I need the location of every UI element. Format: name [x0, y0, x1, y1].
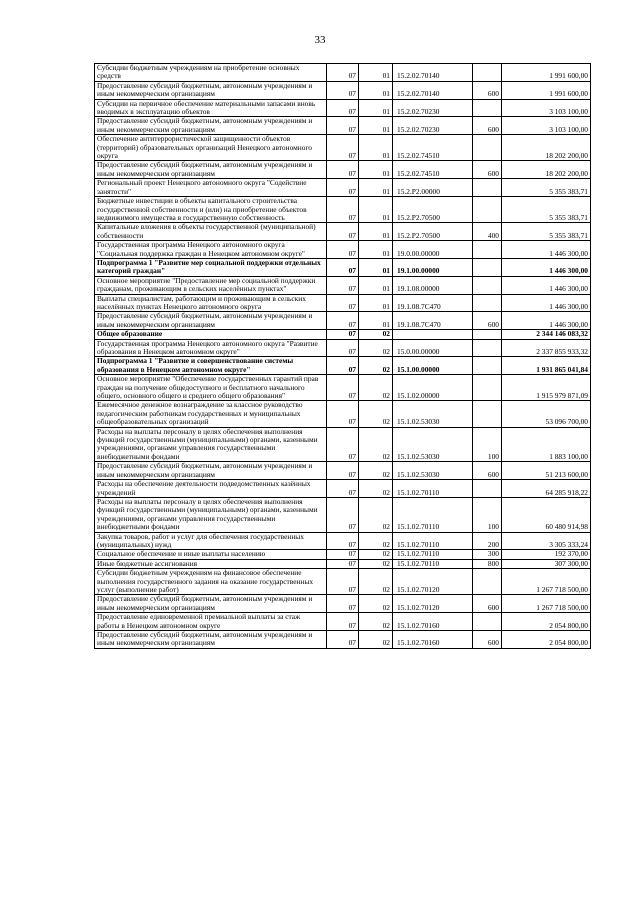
row-name-cell: Выплаты специалистам, работающим и проживающим в сельских населённых пунктах Ненецкого автономного округа [95, 294, 327, 312]
table-row [95, 357, 591, 375]
row-subsection-cell: 02 [359, 401, 393, 427]
table-row [95, 99, 591, 117]
row-section-cell: 07 [327, 223, 359, 241]
table-row [95, 258, 591, 276]
row-expense-type-cell [473, 357, 502, 375]
row-name-cell: Ежемесячное денежное вознаграждение за классное руководство педагогическим работникам государственных и муниципальных общеобразовательных организаций [95, 401, 327, 427]
row-amount-cell: 192 370,00 [502, 550, 591, 559]
row-subsection-cell: 02 [359, 427, 393, 462]
row-expense-type-cell [473, 613, 502, 631]
row-expense-type-cell: 400 [473, 223, 502, 241]
row-target-code-cell: 15.1.02.70120 [393, 595, 473, 613]
row-amount-cell: 307 300,00 [502, 559, 591, 568]
row-section-cell: 07 [327, 559, 359, 568]
row-target-code-cell: 15.1.02.70110 [393, 550, 473, 559]
row-target-code-cell: 15.2.02.74510 [393, 161, 473, 179]
row-target-code-cell: 15.1.02.53030 [393, 401, 473, 427]
row-amount-cell: 3 305 333,24 [502, 532, 591, 550]
row-expense-type-cell: 100 [473, 497, 502, 532]
row-target-code-cell: 15.2.P2.70500 [393, 197, 473, 223]
row-target-code-cell: 15.1.02.70120 [393, 569, 473, 595]
row-amount-cell: 3 103 100,00 [502, 99, 591, 117]
table-row [95, 64, 591, 82]
row-name-cell: Предоставление субсидий бюджетным, автономным учреждениям и иным некоммерческим организациям [95, 81, 327, 99]
row-target-code-cell: 15.2.02.70230 [393, 117, 473, 135]
row-subsection-cell: 02 [359, 569, 393, 595]
row-section-cell: 07 [327, 117, 359, 135]
row-expense-type-cell [473, 480, 502, 498]
row-section-cell: 07 [327, 276, 359, 294]
row-section-cell: 07 [327, 569, 359, 595]
row-amount-cell: 2 054 800,00 [502, 613, 591, 631]
table-row [95, 117, 591, 135]
row-expense-type-cell: 100 [473, 427, 502, 462]
row-amount-cell: 1 931 865 041,84 [502, 357, 591, 375]
row-expense-type-cell: 800 [473, 559, 502, 568]
table-row [95, 223, 591, 241]
row-expense-type-cell [473, 401, 502, 427]
row-target-code-cell: 15.1.02.70110 [393, 480, 473, 498]
table-row [95, 330, 591, 339]
row-name-cell: Основное мероприятие "Предоставление мер социальной поддержки гражданам, проживающим в сельских населённых пунктах" [95, 276, 327, 294]
row-expense-type-cell [473, 569, 502, 595]
budget-table [94, 63, 591, 649]
row-name-cell: Субсидии бюджетным учреждениям на финансовое обеспечение выполнения государственного задания на оказание государственных услуг (выполнение работ) [95, 569, 327, 595]
table-row [95, 631, 591, 649]
row-expense-type-cell [473, 258, 502, 276]
row-subsection-cell: 02 [359, 631, 393, 649]
table-row [95, 241, 591, 259]
row-subsection-cell: 01 [359, 241, 393, 259]
table-row [95, 312, 591, 330]
row-amount-cell: 1 991 600,00 [502, 64, 591, 82]
row-amount-cell: 51 213 600,00 [502, 462, 591, 480]
row-subsection-cell: 01 [359, 312, 393, 330]
row-target-code-cell: 15.1.02.53030 [393, 427, 473, 462]
row-name-cell: Социальное обеспечение и иные выплаты населению [95, 550, 327, 559]
row-subsection-cell: 02 [359, 550, 393, 559]
row-amount-cell: 18 202 200,00 [502, 161, 591, 179]
row-section-cell: 07 [327, 375, 359, 401]
row-section-cell: 07 [327, 241, 359, 259]
row-amount-cell: 60 480 914,98 [502, 497, 591, 532]
row-expense-type-cell [473, 135, 502, 161]
row-amount-cell: 1 446 300,00 [502, 312, 591, 330]
row-name-cell: Расходы на выплаты персоналу в целях обеспечения выполнения функций государственными (муниципальными) органами, казенными учреждениями, органами управления государственными внебюджетными фондами [95, 427, 327, 462]
table-row [95, 179, 591, 197]
row-expense-type-cell [473, 197, 502, 223]
page-number: 33 [314, 34, 326, 46]
row-subsection-cell: 01 [359, 99, 393, 117]
row-section-cell: 07 [327, 294, 359, 312]
row-amount-cell: 1 446 300,00 [502, 258, 591, 276]
row-target-code-cell: 15.1.02.70110 [393, 559, 473, 568]
row-section-cell: 07 [327, 135, 359, 161]
row-section-cell: 07 [327, 357, 359, 375]
row-subsection-cell: 02 [359, 559, 393, 568]
row-expense-type-cell: 600 [473, 631, 502, 649]
table-row [95, 197, 591, 223]
row-section-cell: 07 [327, 64, 359, 82]
table-row [95, 81, 591, 99]
row-amount-cell: 2 344 146 083,32 [502, 330, 591, 339]
row-amount-cell: 1 883 100,00 [502, 427, 591, 462]
row-name-cell: Подпрограмма 1 "Развитие и совершенствование системы образования в Ненецком автономном округе" [95, 357, 327, 375]
row-amount-cell: 1 915 979 871,09 [502, 375, 591, 401]
row-subsection-cell: 02 [359, 330, 393, 339]
row-name-cell: Предоставление единовременной премиальной выплаты за стаж работы в Ненецком автономном округе [95, 613, 327, 631]
row-section-cell: 07 [327, 197, 359, 223]
row-name-cell: Обеспечение антитеррористической защищенности объектов (территорий) образовательных организаций Ненецкого автономного округа [95, 135, 327, 161]
row-name-cell: Предоставление субсидий бюджетным, автономным учреждениям и иным некоммерческим организациям [95, 631, 327, 649]
row-target-code-cell: 15.2.02.70230 [393, 99, 473, 117]
row-target-code-cell: 15.1.02.70110 [393, 497, 473, 532]
row-amount-cell: 2 054 800,00 [502, 631, 591, 649]
row-expense-type-cell: 200 [473, 532, 502, 550]
row-name-cell: Предоставление субсидий бюджетным, автономным учреждениям и иным некоммерческим организациям [95, 462, 327, 480]
row-section-cell: 07 [327, 312, 359, 330]
row-section-cell: 07 [327, 427, 359, 462]
row-subsection-cell: 02 [359, 462, 393, 480]
row-expense-type-cell [473, 64, 502, 82]
row-amount-cell: 18 202 200,00 [502, 135, 591, 161]
row-amount-cell: 2 337 855 933,32 [502, 339, 591, 357]
row-section-cell: 07 [327, 532, 359, 550]
row-amount-cell: 5 355 383,71 [502, 197, 591, 223]
row-name-cell: Подпрограмма 1 "Развитие мер социальной поддержки отдельных категорий граждан" [95, 258, 327, 276]
row-expense-type-cell: 300 [473, 550, 502, 559]
row-target-code-cell: 15.2.02.70140 [393, 81, 473, 99]
row-name-cell: Предоставление субсидий бюджетным, автономным учреждениям и иным некоммерческим организациям [95, 595, 327, 613]
row-name-cell: Закупка товаров, работ и услуг для обеспечения государственных (муниципальных) нужд [95, 532, 327, 550]
row-subsection-cell: 02 [359, 497, 393, 532]
row-section-cell: 07 [327, 480, 359, 498]
row-amount-cell: 53 096 700,00 [502, 401, 591, 427]
row-target-code-cell: 19.1.08.7С470 [393, 312, 473, 330]
row-subsection-cell: 01 [359, 81, 393, 99]
row-target-code-cell: 19.1.08.7С470 [393, 294, 473, 312]
row-name-cell: Региональный проект Ненецкого автономного округа "Содействие занятости" [95, 179, 327, 197]
row-subsection-cell: 01 [359, 276, 393, 294]
row-subsection-cell: 02 [359, 357, 393, 375]
table-row [95, 401, 591, 427]
table-row [95, 595, 591, 613]
row-subsection-cell: 01 [359, 258, 393, 276]
row-section-cell: 07 [327, 258, 359, 276]
row-name-cell: Предоставление субсидий бюджетным, автономным учреждениям и иным некоммерческим организациям [95, 312, 327, 330]
row-name-cell: Бюджетные инвестиции в объекты капитального строительства государственной собственности и (или) на приобретение объектов недвижимого имущества в государственную собственность [95, 197, 327, 223]
row-expense-type-cell: 600 [473, 462, 502, 480]
row-name-cell: Предоставление субсидий бюджетным, автономным учреждениям и иным некоммерческим организациям [95, 161, 327, 179]
row-amount-cell: 1 991 600,00 [502, 81, 591, 99]
row-expense-type-cell [473, 241, 502, 259]
table-row [95, 532, 591, 550]
row-expense-type-cell [473, 339, 502, 357]
row-amount-cell: 5 355 383,71 [502, 179, 591, 197]
table-row [95, 375, 591, 401]
row-amount-cell: 5 355 383,71 [502, 223, 591, 241]
row-section-cell: 07 [327, 179, 359, 197]
row-section-cell: 07 [327, 81, 359, 99]
table-row [95, 276, 591, 294]
row-subsection-cell: 01 [359, 223, 393, 241]
table-row [95, 569, 591, 595]
row-amount-cell: 1 267 718 500,00 [502, 595, 591, 613]
row-target-code-cell: 19.1.08.00000 [393, 276, 473, 294]
row-target-code-cell: 15.2.02.70140 [393, 64, 473, 82]
row-subsection-cell: 02 [359, 375, 393, 401]
table-row [95, 294, 591, 312]
row-expense-type-cell: 600 [473, 117, 502, 135]
row-target-code-cell: 15.1.02.70110 [393, 532, 473, 550]
row-section-cell: 07 [327, 330, 359, 339]
row-expense-type-cell [473, 179, 502, 197]
row-name-cell: Иные бюджетные ассигнования [95, 559, 327, 568]
row-subsection-cell: 02 [359, 480, 393, 498]
row-target-code-cell: 15.1.02.00000 [393, 375, 473, 401]
row-subsection-cell: 01 [359, 161, 393, 179]
row-target-code-cell: 19.1.00.00000 [393, 258, 473, 276]
row-name-cell: Субсидии бюджетным учреждениям на приобретение основных средств [95, 64, 327, 82]
row-subsection-cell: 02 [359, 595, 393, 613]
table-row [95, 161, 591, 179]
row-expense-type-cell [473, 99, 502, 117]
row-name-cell: Общее образование [95, 330, 327, 339]
row-target-code-cell [393, 330, 473, 339]
row-section-cell: 07 [327, 99, 359, 117]
table-row [95, 559, 591, 568]
row-target-code-cell: 15.0.00.00000 [393, 339, 473, 357]
row-subsection-cell: 02 [359, 532, 393, 550]
row-expense-type-cell [473, 330, 502, 339]
row-target-code-cell: 19.0.00.00000 [393, 241, 473, 259]
row-target-code-cell: 15.1.00.00000 [393, 357, 473, 375]
row-name-cell: Расходы на обеспечение деятельности подведомственных казённых учреждений [95, 480, 327, 498]
row-name-cell: Основное мероприятие "Обеспечение государственных гарантий прав граждан на получение общедоступного и бесплатного начального общего, основного общего и среднего общего образования" [95, 375, 327, 401]
row-expense-type-cell: 600 [473, 81, 502, 99]
row-target-code-cell: 15.1.02.70160 [393, 631, 473, 649]
table-row [95, 613, 591, 631]
row-section-cell: 07 [327, 401, 359, 427]
row-name-cell: Расходы на выплаты персоналу в целях обеспечения выполнения функций государственными (муниципальными) органами, казенными учреждениями, органами управления государственными внебюджетными фондами [95, 497, 327, 532]
row-amount-cell: 3 103 100,00 [502, 117, 591, 135]
table-row [95, 427, 591, 462]
row-expense-type-cell: 600 [473, 312, 502, 330]
row-subsection-cell: 01 [359, 64, 393, 82]
table-row [95, 497, 591, 532]
table-row [95, 135, 591, 161]
row-section-cell: 07 [327, 462, 359, 480]
row-subsection-cell: 02 [359, 613, 393, 631]
row-section-cell: 07 [327, 497, 359, 532]
row-section-cell: 07 [327, 550, 359, 559]
row-subsection-cell: 01 [359, 117, 393, 135]
row-target-code-cell: 15.2.P2.70500 [393, 223, 473, 241]
row-subsection-cell: 02 [359, 339, 393, 357]
row-amount-cell: 64 285 918,22 [502, 480, 591, 498]
row-name-cell: Предоставление субсидий бюджетным, автономным учреждениям и иным некоммерческим организациям [95, 117, 327, 135]
row-section-cell: 07 [327, 161, 359, 179]
row-name-cell: Субсидии на первичное обеспечение материальными запасами вновь вводимых в эксплуатацию объектов [95, 99, 327, 117]
table-row [95, 462, 591, 480]
row-name-cell: Государственная программа Ненецкого автономного округа "Развитие образования в Ненецком автономном округе" [95, 339, 327, 357]
row-name-cell: Капитальные вложения в объекты государственной (муниципальной) собственности [95, 223, 327, 241]
row-section-cell: 07 [327, 339, 359, 357]
row-expense-type-cell [473, 375, 502, 401]
row-target-code-cell: 15.2.P2.00000 [393, 179, 473, 197]
row-amount-cell: 1 446 300,00 [502, 294, 591, 312]
row-amount-cell: 1 446 300,00 [502, 241, 591, 259]
row-target-code-cell: 15.1.02.53030 [393, 462, 473, 480]
row-expense-type-cell: 600 [473, 161, 502, 179]
row-amount-cell: 1 446 300,00 [502, 276, 591, 294]
row-expense-type-cell [473, 276, 502, 294]
row-name-cell: Государственная программа Ненецкого автономного округа "Социальная поддержка граждан в Ненецком автономном округе" [95, 241, 327, 259]
row-amount-cell: 1 267 718 500,00 [502, 569, 591, 595]
row-expense-type-cell [473, 294, 502, 312]
row-section-cell: 07 [327, 595, 359, 613]
table-body [95, 64, 591, 649]
table-row [95, 339, 591, 357]
row-target-code-cell: 15.1.02.70160 [393, 613, 473, 631]
row-subsection-cell: 01 [359, 197, 393, 223]
row-section-cell: 07 [327, 613, 359, 631]
row-subsection-cell: 01 [359, 179, 393, 197]
row-subsection-cell: 01 [359, 135, 393, 161]
row-expense-type-cell: 600 [473, 595, 502, 613]
table-row [95, 480, 591, 498]
row-section-cell: 07 [327, 631, 359, 649]
row-target-code-cell: 15.2.02.74510 [393, 135, 473, 161]
row-subsection-cell: 01 [359, 294, 393, 312]
table-row [95, 550, 591, 559]
